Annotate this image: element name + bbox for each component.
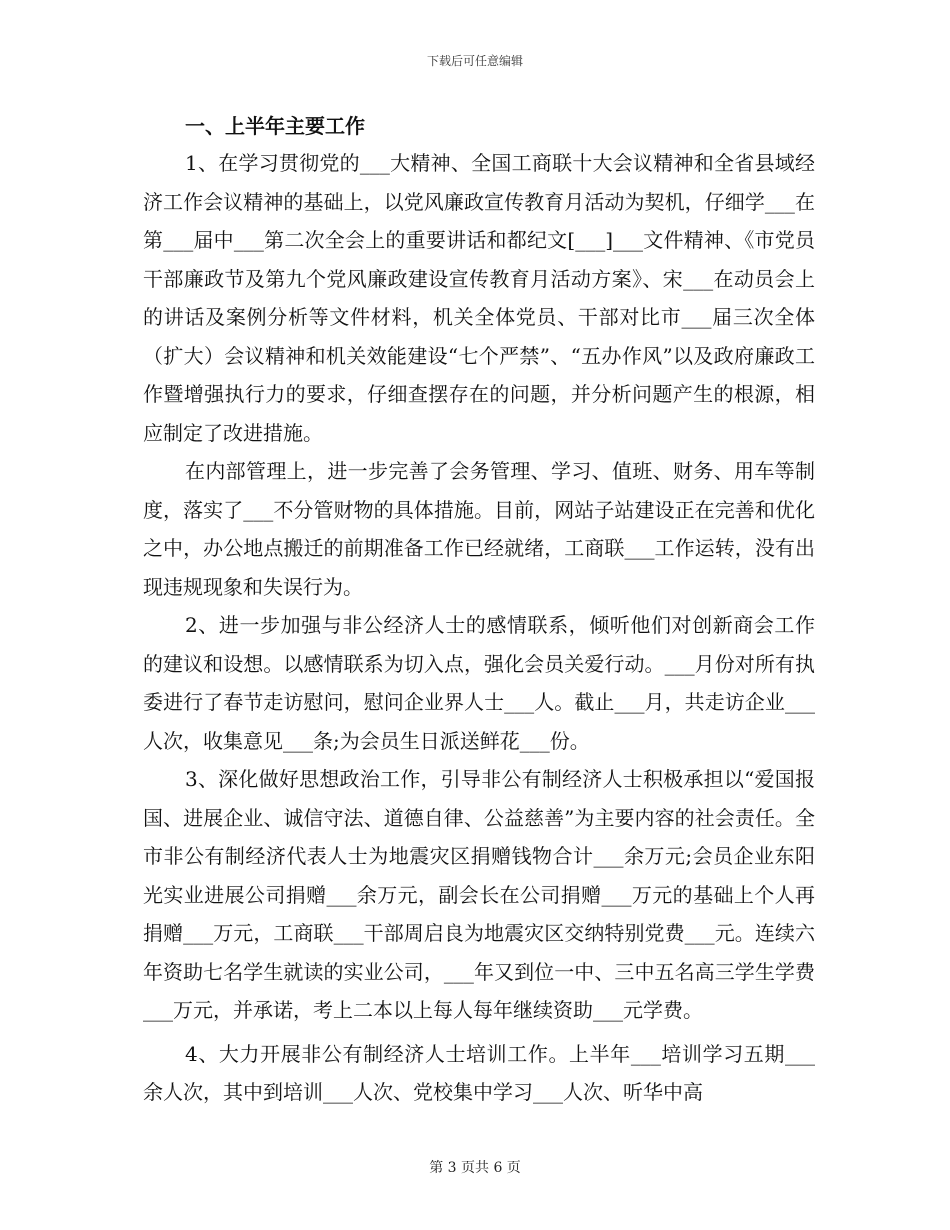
section-heading: 一、上半年主要工作 [185,114,365,138]
page-number: 第 3 页共 6 页 [429,1160,521,1176]
paragraph-1: 1、在学习贯彻党的___大精神、全国工商联十大会议精神和全省县域经济工作会议精神的基础上，以党风廉政宣传教育月活动为契机，仔细学___在第___届中___第二次全会上的重要讲话和都纪文[___]___文件精神、《市党员干部廉政节及第九个党风廉政建设宣传教育月活动方案》、宋___在动员会上的讲话及案例分析等文件材料，机关全体党员、干部对比市___届三次全体（扩大）会议精神和机关效能建设“七个严禁”、“五办作风”以及政府廉政工作暨增强执行力的要求，仔细查摆存在的问题，并分析问题产生的根源，相应制定了改进措施。 [143,151,815,445]
paragraph-4: 3、深化做好思想政治工作，引导非公有制经济人士积极承担以“爱国报国、进展企业、诚信守法、道德自律、公益慈善”为主要内容的社会责任。全市非公有制经济代表人士为地震灾区捐赠钱物合计___余万元;会员企业东阳光实业进展公司捐赠___余万元，副会长在公司捐赠___万元的基础上个人再捐赠___万元，工商联___干部周启良为地震灾区交纳特别党费___元。连续六年资助七名学生就读的实业公司，___年又到位一中、三中五名高三学生学费___万元，并承诺，考上二本以上每人每年继续资助___元学费。 [143,767,815,1022]
paragraph-5: 4、大力开展非公有制经济人士培训工作。上半年___培训学习五期___余人次，其中到培训___人次、党校集中学习___人次、听华中高 [143,1041,815,1104]
page-header: 下载后可任意编辑 [426,54,523,68]
document-body [143,108,815,1112]
paragraph-3: 2、进一步加强与非公经济人士的感情联系，倾听他们对创新商会工作的建议和设想。以感情联系为切入点，强化会员关爱行动。___月份对所有执委进行了春节走访慰问，慰问企业界人士___人。截止___月，共走访企业___人次，收集意见___条;为会员生日派送鲜花___份。 [143,613,815,753]
paragraph-2: 在内部管理上，进一步完善了会务管理、学习、值班、财务、用车等制度，落实了___不分管财物的具体措施。目前，网站子站建设正在完善和优化之中，办公地点搬迁的前期准备工作已经就绪，工商联___工作运转，没有出现违规现象和失误行为。 [143,459,815,599]
